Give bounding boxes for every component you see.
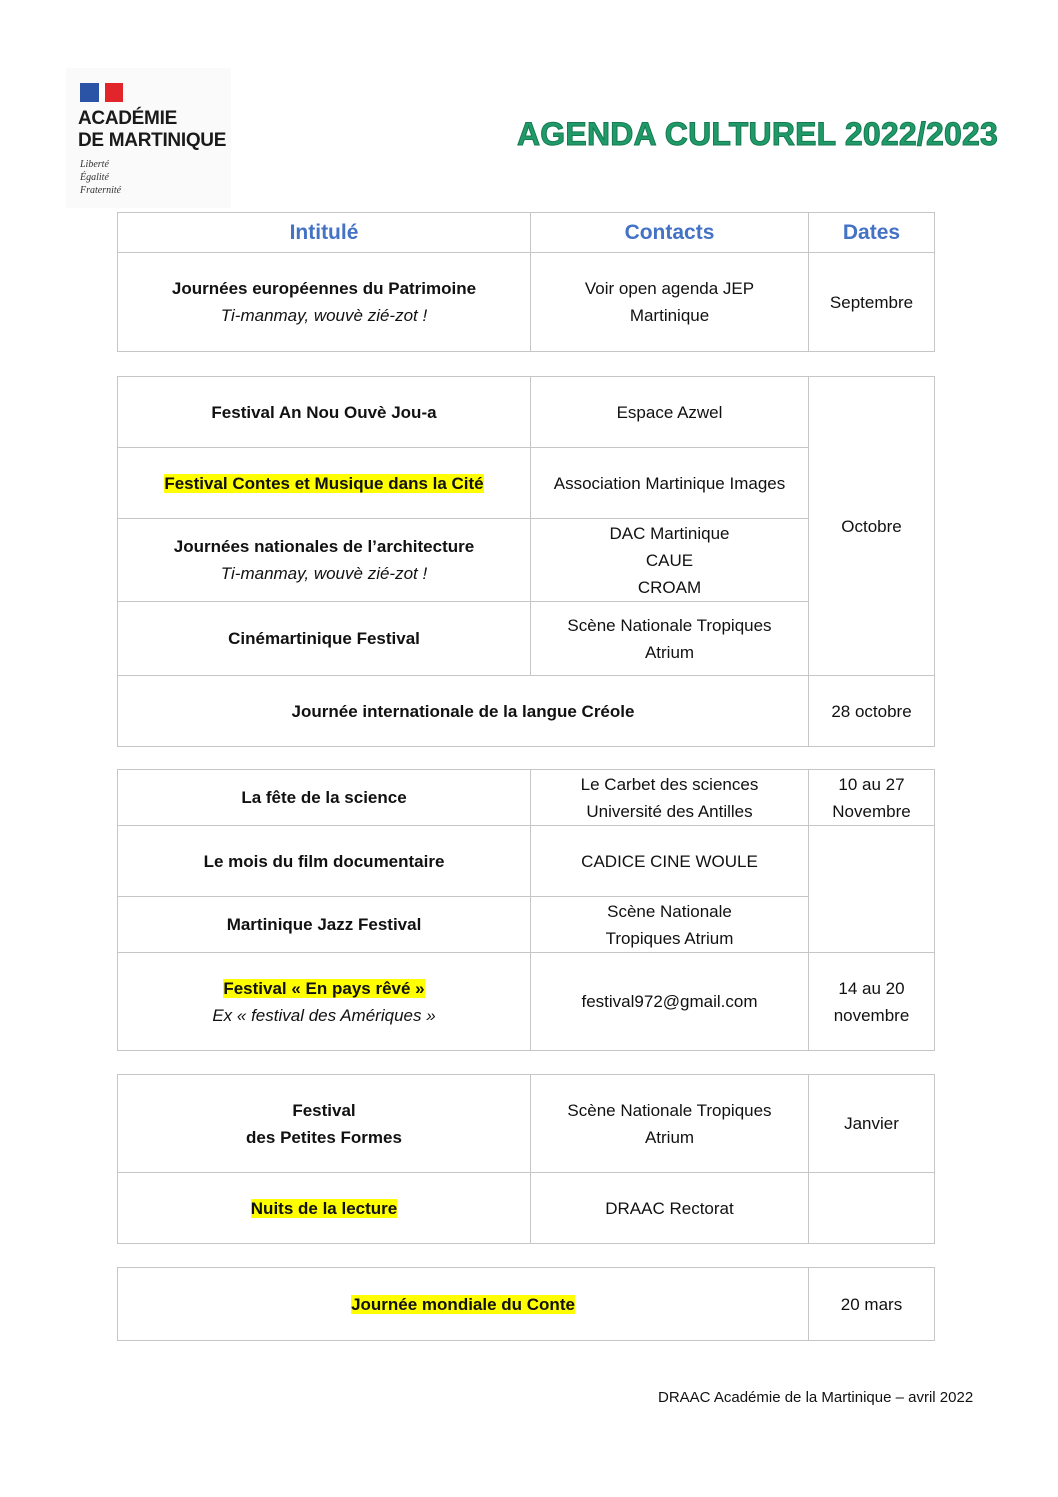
contact: Scène Nationale Tropiques (567, 615, 772, 635)
event-date: 14 au 20 (838, 978, 905, 998)
contact: DAC Martinique (609, 523, 730, 543)
event-title: Journées nationales de l’architecture (173, 537, 475, 556)
event-subtitle: Ti-manmay, wouvè zié-zot ! (220, 564, 428, 583)
page-title: AGENDA CULTUREL 2022/2023 (517, 116, 998, 152)
table-march (117, 1267, 935, 1341)
event-date: 10 au 27 (838, 774, 905, 794)
event-title: Journées européennes du Patrimoine (171, 279, 477, 298)
contact: Scène Nationale (607, 901, 732, 921)
table-header (118, 213, 935, 253)
footer: DRAAC Académie de la Martinique – avril 2022 (658, 1389, 974, 1406)
contact: Atrium (644, 1127, 695, 1147)
contact: Université des Antilles (586, 801, 753, 821)
contact: CAUE (645, 550, 694, 570)
table-row (118, 1075, 935, 1173)
header-title: Intitulé (118, 213, 531, 253)
event-date: Octobre (809, 377, 935, 676)
table-row (118, 953, 935, 1051)
contact: Atrium (644, 642, 695, 662)
event-title: des Petites Formes (246, 1127, 402, 1147)
academie-logo (66, 68, 231, 208)
event-title: Nuits de la lecture (250, 1198, 398, 1218)
event-title: Festival An Nou Ouvè Jou-a (118, 377, 531, 448)
event-title: Festival Contes et Musique dans la Cité (164, 473, 484, 493)
contact: CADICE CINE WOULE (531, 826, 809, 897)
event-title: Festival (292, 1100, 356, 1120)
contact: Le Carbet des sciences (580, 774, 759, 794)
table-row (118, 1173, 935, 1244)
header-dates: Dates (809, 213, 935, 253)
table-row (118, 770, 935, 826)
empty-date-cell (809, 826, 935, 953)
contact: Martinique (629, 306, 710, 325)
header-contacts: Contacts (531, 213, 809, 253)
table-september (117, 212, 935, 352)
contact: Tropiques Atrium (605, 928, 734, 948)
contact: CROAM (637, 577, 702, 597)
table-row (118, 826, 935, 897)
event-date: novembre (833, 1005, 910, 1025)
table-october (117, 376, 935, 747)
event-date: Novembre (832, 801, 911, 821)
contact: Scène Nationale Tropiques (567, 1100, 772, 1120)
table-row (118, 253, 935, 352)
logo-text: ACADÉMIE DE MARTINIQUE (78, 108, 227, 151)
event-title: Festival « En pays rêvé » (223, 978, 425, 998)
event-title: Martinique Jazz Festival (118, 897, 531, 953)
contact-email: festival972@gmail.com (531, 953, 809, 1051)
table-january (117, 1074, 935, 1244)
contact: Association Martinique Images (531, 448, 809, 519)
contact: Espace Azwel (531, 377, 809, 448)
event-subtitle: Ex « festival des Amériques » (212, 1005, 436, 1025)
empty-date-cell (809, 1173, 935, 1244)
table-row (118, 377, 935, 448)
table-row (118, 676, 935, 747)
event-date: Janvier (809, 1075, 935, 1173)
event-date: 20 mars (809, 1268, 935, 1341)
event-title: La fête de la science (118, 770, 531, 826)
table-november (117, 769, 935, 1051)
marianne-flag-icon (80, 83, 123, 102)
event-subtitle: Ti-manmay, wouvè zié-zot ! (220, 306, 428, 325)
event-title: Le mois du film documentaire (118, 826, 531, 897)
table-row (118, 1268, 935, 1341)
event-title: Journée internationale de la langue Créole (118, 676, 809, 747)
event-date: Septembre (809, 253, 935, 352)
event-title: Cinémartinique Festival (118, 602, 531, 676)
contact: Voir open agenda JEP (584, 279, 755, 298)
contact: DRAAC Rectorat (531, 1173, 809, 1244)
event-title: Journée mondiale du Conte (351, 1294, 575, 1314)
logo-motto: Liberté Égalité Fraternité (80, 159, 122, 196)
event-date: 28 octobre (809, 676, 935, 747)
